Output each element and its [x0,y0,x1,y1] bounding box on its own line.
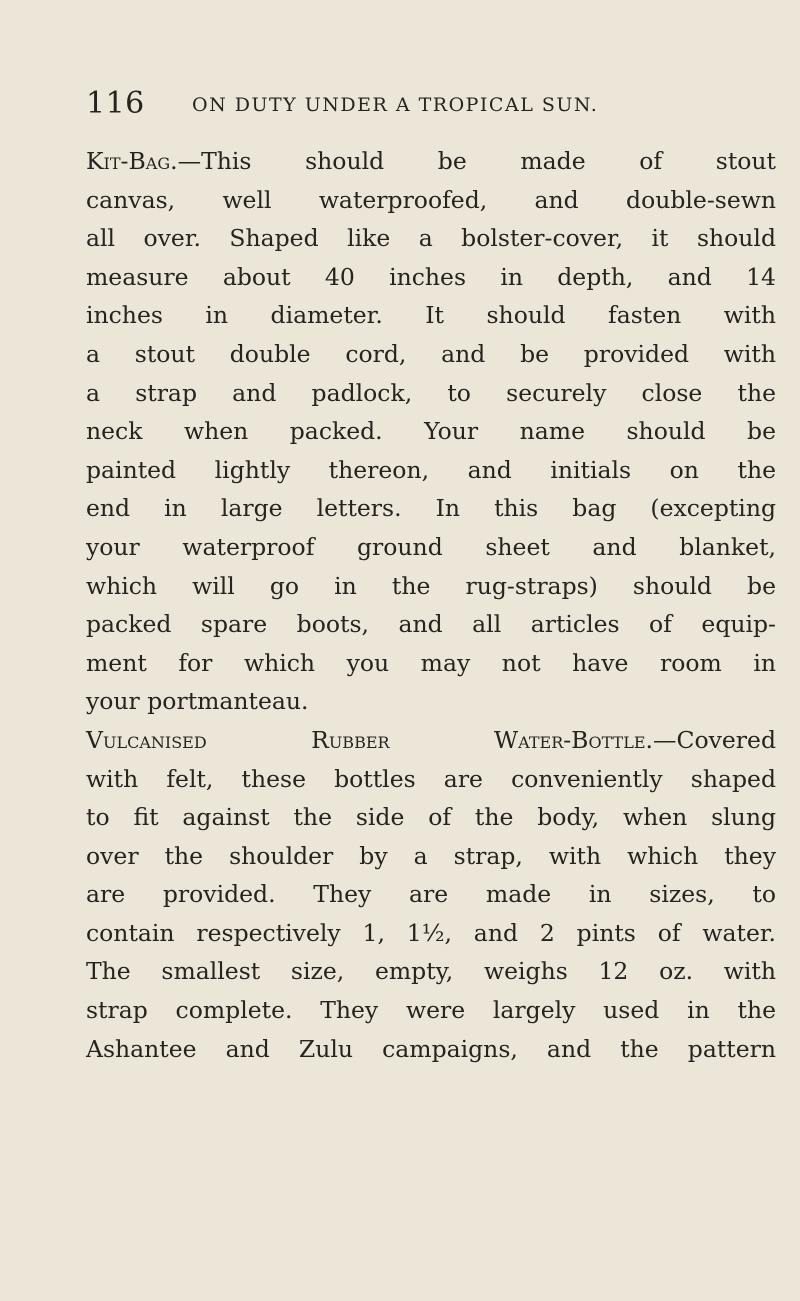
text-line: Ashantee and Zulu campaigns, and the pattern [86,1034,776,1063]
text-line: contain respectively 1, 1½, and 2 pints of water. [86,918,776,947]
text-line: are provided. They are made in sizes, to [86,880,776,909]
text-line: a strap and padlock, to securely close the [86,378,776,407]
running-title: ON DUTY UNDER A TROPICAL SUN. [192,94,599,116]
text-line: The smallest size, empty, weighs 12 oz. with [86,957,776,986]
text-line: measure about 40 inches in depth, and 14 [86,262,776,291]
page-number: 116 [86,86,145,121]
text-line: which will go in the rug-straps) should be [86,571,776,600]
text-line: strap complete. They were largely used in the [86,996,776,1025]
text-line: ment for which you may not have room in [86,648,776,677]
running-head [86,84,776,124]
text-line: a stout double cord, and be provided with [86,339,776,368]
text-line: inches in diameter. It should fasten with [86,301,776,330]
text-line: all over. Shaped like a bolster-cover, it should [86,224,776,253]
section-heading-water-bottle: Vulcanised Rubber Water-Bottle. [86,725,653,754]
text-line: canvas, well waterproofed, and double-sewn [86,185,776,214]
text-line: painted lightly thereon, and initials on the [86,455,776,484]
section-heading-kit-bag: Kit-Bag. [86,147,178,175]
text-line: with felt, these bottles are conveniently shaped [86,764,776,793]
text-line: your waterproof ground sheet and blanket, [86,532,776,561]
text-line: Vulcanised Rubber Water-Bottle.—Covered [86,725,776,754]
body-text [86,142,776,1068]
text-line: neck when packed. Your name should be [86,417,776,446]
text-line: end in large letters. In this bag (excepting [86,494,776,523]
text-line: over the shoulder by a strap, with which they [86,841,776,870]
text-line: packed spare boots, and all articles of equip- [86,610,776,639]
text-line: Kit-Bag.—This should be made of stout [86,147,776,175]
text-line: your portmanteau. [86,687,309,716]
text-line: to fit against the side of the body, when slung [86,803,776,832]
